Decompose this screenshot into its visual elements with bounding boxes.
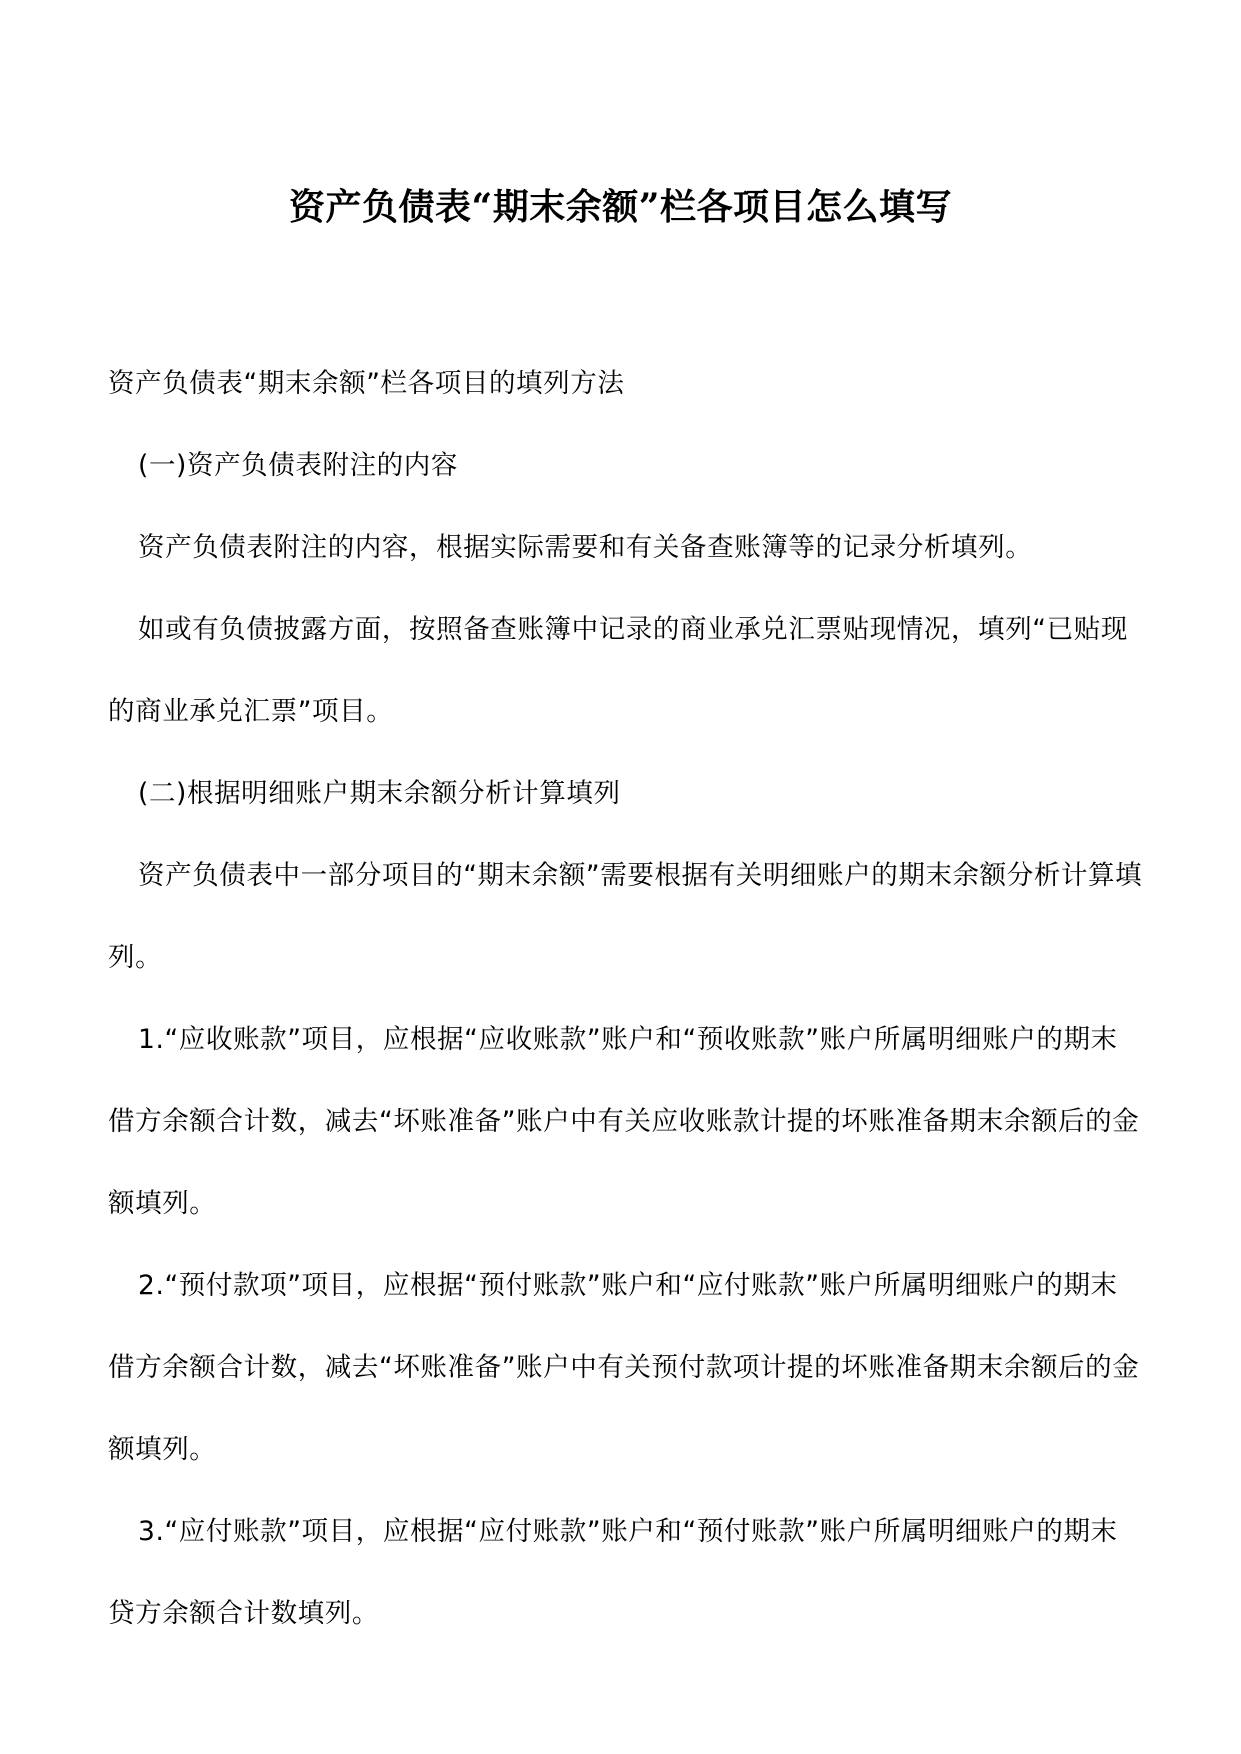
list-item-3: 3.“应付账款”项目，应根据“应付账款”账户和“预付账款”账户所属明细账户的期末贷方余额合计数填列。 <box>108 1516 1118 1629</box>
section-heading: 资产负债表“期末余额”栏各项目的填列方法 <box>108 368 625 399</box>
paragraph: 如或有负债披露方面，按照备查账簿中记录的商业承兑汇票贴现情况，填列“已贴现的商业承兑汇票”项目。 <box>108 614 1128 727</box>
paragraph: 资产负债表附注的内容，根据实际需要和有关备查账簿等的记录分析填列。 <box>138 532 1033 563</box>
paragraph: 资产负债表中一部分项目的“期末余额”需要根据有关明细账户的期末余额分析计算填列。 <box>108 860 1143 973</box>
list-item-1: 1.“应收账款”项目，应根据“应收账款”账户和“预收账款”账户所属明细账户的期末借方余额合计数，减去“坏账准备”账户中有关应收账款计提的坏账准备期末余额后的金额填列。 <box>108 1024 1140 1219</box>
list-item-2: 2.“预付款项”项目，应根据“预付账款”账户和“应付账款”账户所属明细账户的期末借方余额合计数，减去“坏账准备”账户中有关预付款项计提的坏账准备期末余额后的金额填列。 <box>108 1270 1140 1465</box>
subsection-heading-1: (一)资产负债表附注的内容 <box>138 450 458 481</box>
document-title: 资产负债表“期末余额”栏各项目怎么填写 <box>289 186 952 229</box>
subsection-heading-2: (二)根据明细账户期末余额分析计算填列 <box>138 778 621 809</box>
document-body <box>108 343 1143 1655</box>
